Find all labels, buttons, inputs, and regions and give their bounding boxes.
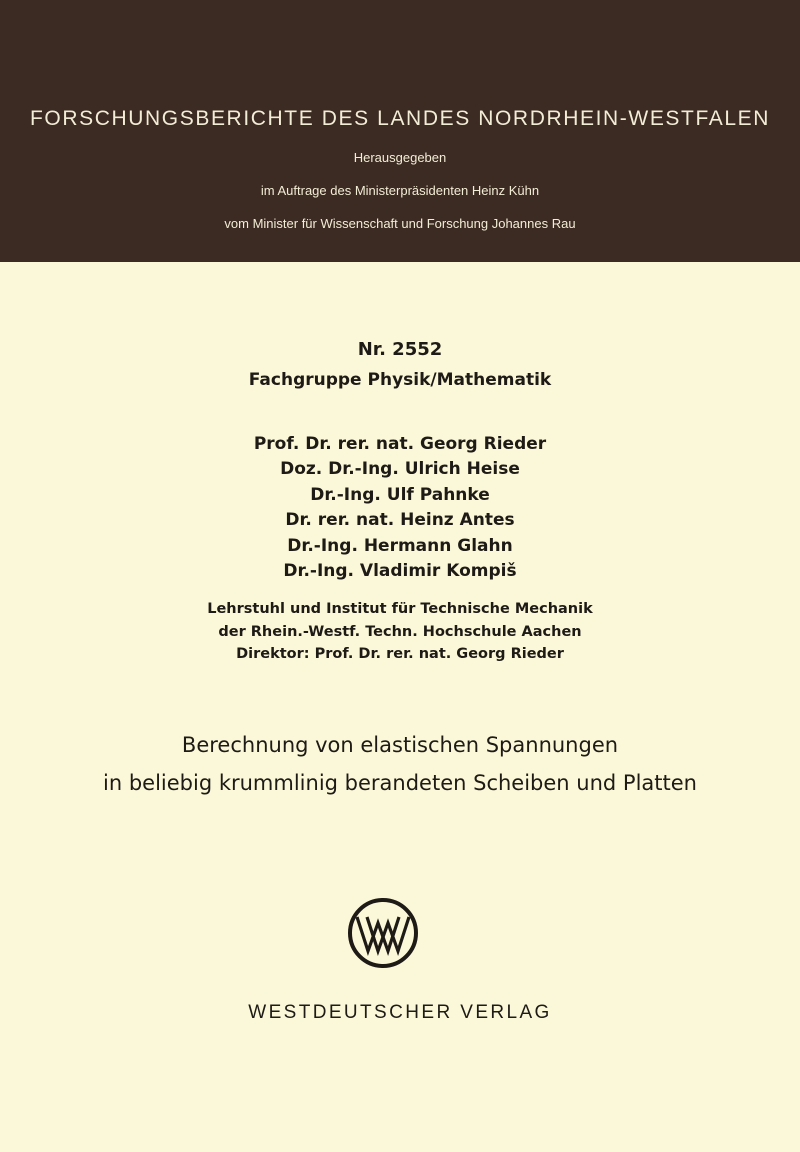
institution-line: Direktor: Prof. Dr. rer. nat. Georg Rieder bbox=[236, 646, 564, 662]
editor-line-3: vom Minister für Wissenschaft und Forschung Johannes Rau bbox=[224, 216, 576, 231]
author: Dr.-Ing. Ulf Pahnke bbox=[310, 484, 490, 505]
series-title: FORSCHUNGSBERICHTE DES LANDES NORDRHEIN-WESTFALEN bbox=[30, 107, 770, 130]
author-list bbox=[0, 432, 800, 584]
subject-group: Fachgruppe Physik/Mathematik bbox=[248, 370, 552, 390]
report-number: Nr. 2552 bbox=[357, 339, 443, 360]
westdeutscher-verlag-logo-icon bbox=[347, 897, 419, 969]
institution-line: Lehrstuhl und Institut für Technische Mechanik bbox=[207, 601, 593, 617]
author: Dr. rer. nat. Heinz Antes bbox=[285, 510, 515, 531]
institution-line: der Rhein.-Westf. Techn. Hochschule Aachen bbox=[218, 623, 582, 640]
author: Dr.-Ing. Hermann Glahn bbox=[287, 535, 513, 556]
author: Prof. Dr. rer. nat. Georg Rieder bbox=[253, 434, 547, 454]
title-line: in beliebig krummlinig berandeten Scheiben und Platten bbox=[103, 771, 697, 795]
editor-line-1: Herausgegeben bbox=[353, 150, 447, 165]
publisher-name: WESTDEUTSCHER VERLAG bbox=[248, 1002, 552, 1023]
header-band bbox=[0, 0, 800, 262]
author: Doz. Dr.-Ing. Ulrich Heise bbox=[280, 459, 520, 480]
institution-block bbox=[0, 598, 800, 666]
book-title bbox=[0, 726, 800, 802]
editor-line-2: im Auftrage des Ministerpräsidenten Heinz Kühn bbox=[260, 183, 540, 198]
title-line: Berechnung von elastischen Spannungen bbox=[181, 733, 619, 757]
author: Dr.-Ing. Vladimir Kompiš bbox=[283, 560, 517, 581]
